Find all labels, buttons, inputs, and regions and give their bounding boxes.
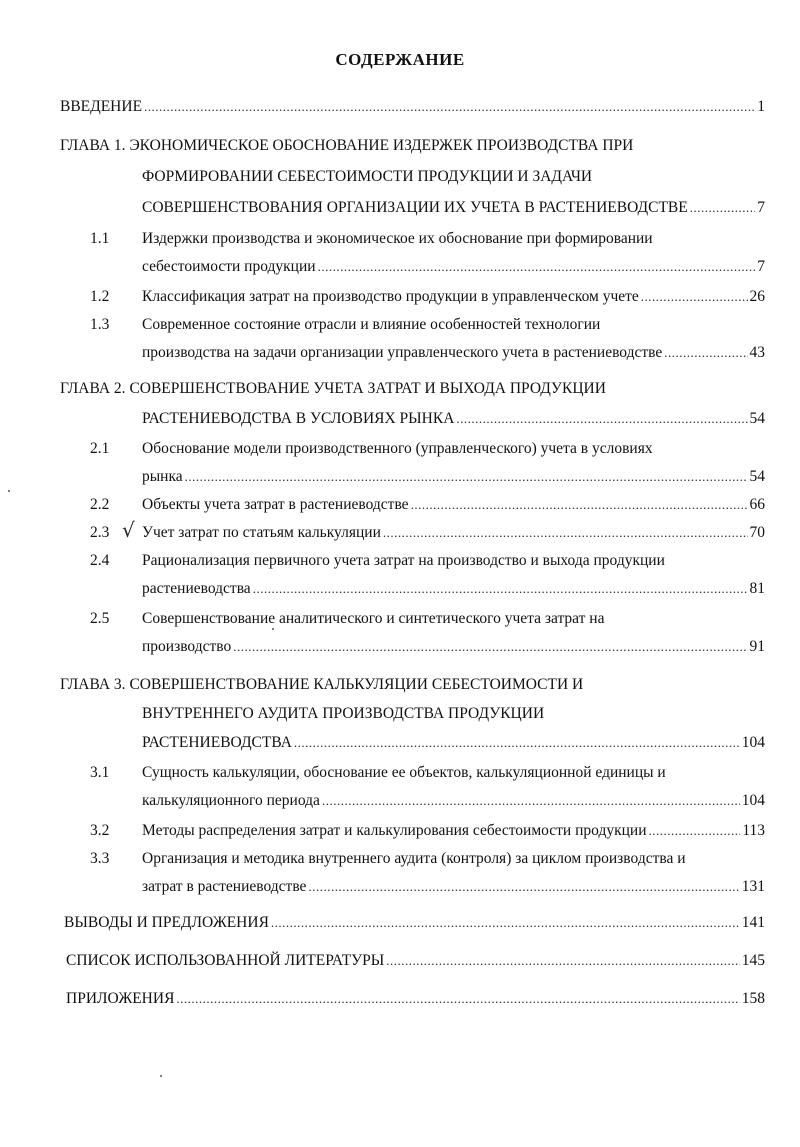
section-title-line: себестоимости продукции (142, 258, 316, 275)
section-title-line: производство (142, 638, 232, 655)
section-title-line: Учет затрат по статьям калькуляции (142, 524, 381, 541)
toc-section-2-4-line-2 (142, 580, 765, 602)
scan-speck (8, 490, 10, 492)
toc-chapter-1-line-3 (142, 199, 765, 221)
section-number: 1.1 (90, 230, 110, 247)
toc-page-number: 91 (749, 638, 765, 655)
scan-speck (272, 628, 274, 630)
toc-section-1-2 (142, 288, 765, 310)
scan-speck (160, 1075, 162, 1077)
toc-page-number: 54 (749, 410, 765, 427)
toc-entry-text: ВЫВОДЫ И ПРЕДЛОЖЕНИЯ (64, 914, 269, 931)
toc-section-2-4-line-1: Рационализация первичного учета затрат на производство и выхода продукции (142, 552, 665, 569)
section-number: 1.3 (90, 316, 110, 333)
toc-section-3-3-line-1: Организация и методика внутреннего аудита (контроля) за циклом производства и (142, 850, 686, 867)
section-title-line: Методы распределения затрат и калькулирования себестоимости продукции (142, 822, 647, 839)
toc-page-number: 7 (757, 199, 765, 216)
toc-page-number: 54 (749, 468, 765, 485)
section-number: 2.5 (90, 610, 110, 627)
toc-entry-conclusions (64, 914, 765, 936)
section-number: 3.3 (90, 850, 110, 867)
chapter-label: ГЛАВА 2. (60, 380, 126, 397)
toc-page-number: 141 (741, 914, 765, 931)
toc-section-2-3 (142, 524, 765, 546)
toc-chapter-2-line-2 (142, 410, 765, 432)
toc-section-3-3-line-2 (142, 878, 765, 900)
section-title-line: производства на задачи организации управленческого учета в растениеводстве (142, 344, 663, 361)
toc-chapter-3-line-3 (142, 734, 765, 756)
toc-section-2-5-line-1: Совершенствование аналитического и синтетического учета затрат на (142, 610, 605, 627)
section-number: 1.2 (90, 288, 110, 305)
toc-page-number: 7 (757, 258, 765, 275)
dot-leader (233, 639, 747, 655)
toc-entry-text: ПРИЛОЖЕНИЯ (66, 990, 175, 1007)
chapter-label: ГЛАВА 3. (60, 676, 126, 693)
toc-section-1-1-line-1: Издержки производства и экономическое их обоснование при формировании (142, 230, 653, 247)
toc-page-number: 158 (741, 990, 765, 1007)
dot-leader (318, 259, 756, 275)
section-title-line: растениеводства (142, 580, 251, 597)
section-number: 2.1 (90, 440, 110, 457)
dot-leader (185, 469, 748, 485)
toc-section-1-1-line-2 (142, 258, 765, 280)
dot-leader (176, 991, 739, 1007)
toc-section-3-1-line-2 (142, 792, 765, 814)
toc-chapter-1-line-2: ФОРМИРОВАНИИ СЕБЕСТОИМОСТИ ПРОДУКЦИИ И ЗАДАЧИ (142, 168, 593, 185)
toc-chapter-3-line-1 (60, 676, 583, 698)
toc-section-1-3-line-2 (142, 344, 765, 366)
chapter-title-line: СОВЕРШЕНСТВОВАНИЯ ОРГАНИЗАЦИИ ИХ УЧЕТА В РАСТЕНИЕВОДСТВЕ (142, 199, 688, 216)
toc-entry-text: ВВЕДЕНИЕ (60, 98, 143, 115)
toc-chapter-1-line-1 (60, 137, 633, 159)
toc-section-2-1-line-1: Обоснование модели производственного (управленческого) учета в условиях (142, 440, 653, 457)
section-number: 2.2 (90, 496, 110, 513)
section-number: 3.1 (90, 764, 110, 781)
toc-page-number: 131 (741, 878, 765, 895)
section-number: 3.2 (90, 822, 110, 839)
section-title-line: Классификация затрат на производство продукции в управленческом учете (142, 288, 639, 305)
toc-section-2-5-line-2 (142, 638, 765, 660)
dot-leader (144, 99, 755, 115)
dot-leader (383, 525, 748, 541)
toc-page-number: 113 (742, 822, 765, 839)
dot-leader (386, 953, 739, 969)
dot-leader (649, 823, 741, 839)
toc-entry-intro (60, 98, 765, 120)
dot-leader (690, 200, 756, 216)
chapter-title-line: СОВЕРШЕНСТВОВАНИЕ УЧЕТА ЗАТРАТ И ВЫХОДА ПРОДУКЦИИ (129, 380, 606, 397)
section-title-line: затрат в растениеводстве (142, 878, 307, 895)
section-title-line: калькуляционного периода (142, 792, 320, 809)
section-title-line: Объекты учета затрат в растениеводстве (142, 496, 409, 513)
toc-section-3-2 (142, 822, 765, 844)
chapter-title-line: ЭКОНОМИЧЕСКОЕ ОБОСНОВАНИЕ ИЗДЕРЖЕК ПРОИЗВОДСТВА ПРИ (129, 137, 634, 154)
dot-leader (294, 735, 740, 751)
toc-section-1-3-line-1: Современное состояние отрасли и влияние особенностей технологии (142, 316, 601, 333)
toc-page-number: 1 (757, 98, 765, 115)
toc-entry-appendix (66, 990, 765, 1012)
toc-page-number: 145 (741, 952, 765, 969)
chapter-title-line: СОВЕРШЕНСТВОВАНИЕ КАЛЬКУЛЯЦИИ СЕБЕСТОИМОСТИ И (129, 676, 584, 693)
toc-page-number: 26 (749, 288, 765, 305)
toc-page-number: 81 (749, 580, 765, 597)
dot-leader (664, 345, 747, 361)
section-title-line: рынка (142, 468, 183, 485)
toc-entry-references (66, 952, 765, 974)
toc-entry-text: СПИСОК ИСПОЛЬЗОВАННОЙ ЛИТЕРАТУРЫ (66, 952, 385, 969)
toc-section-3-1-line-1: Сущность калькуляции, обоснование ее объектов, калькуляционной единицы и (142, 764, 666, 781)
dot-leader (253, 581, 748, 597)
toc-chapter-2-line-1 (60, 380, 606, 402)
handwritten-checkmark-icon: √ (122, 518, 135, 542)
dot-leader (456, 411, 747, 427)
dot-leader (411, 497, 748, 513)
toc-page-number: 66 (749, 496, 765, 513)
toc-section-2-1-line-2 (142, 468, 765, 490)
dot-leader (308, 879, 739, 895)
toc-section-2-2 (142, 496, 765, 518)
section-number: 2.4 (90, 552, 110, 569)
dot-leader (641, 289, 748, 305)
chapter-title-line: РАСТЕНИЕВОДСТВА В УСЛОВИЯХ РЫНКА (142, 410, 455, 427)
toc-chapter-3-line-2: ВНУТРЕННЕГО АУДИТА ПРОИЗВОДСТВА ПРОДУКЦИИ (142, 705, 545, 722)
toc-page-number: 104 (741, 792, 765, 809)
dot-leader (271, 915, 740, 931)
section-number: 2.3 (90, 524, 110, 541)
toc-page-number: 70 (749, 524, 765, 541)
dot-leader (322, 793, 740, 809)
toc-page-number: 104 (741, 734, 765, 751)
chapter-label: ГЛАВА 1. (60, 137, 126, 154)
chapter-title-line: РАСТЕНИЕВОДСТВА (142, 734, 292, 751)
page-title: СОДЕРЖАНИЕ (335, 50, 465, 69)
toc-page-number: 43 (749, 344, 765, 361)
